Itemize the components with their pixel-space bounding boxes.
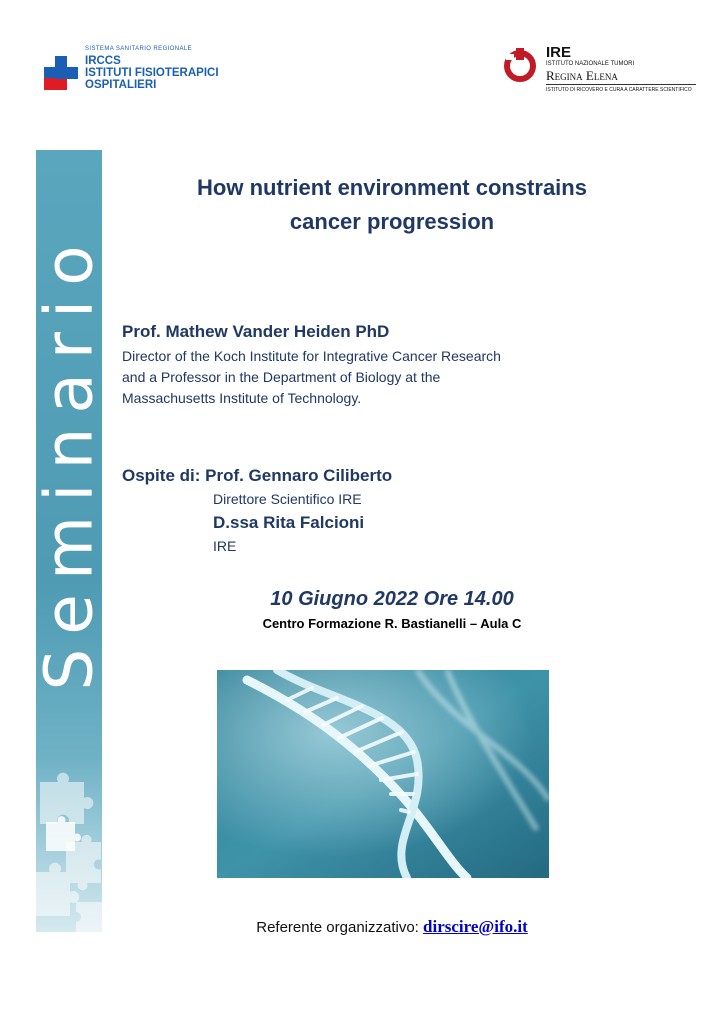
dna-helix-image <box>217 670 549 878</box>
ifo-logo-line1: IRCCS <box>85 55 121 67</box>
host-label: Ospite di: Prof. Gennaro Ciliberto <box>122 466 393 485</box>
medical-cross-icon <box>44 56 78 90</box>
event-date-time: 10 Giugno 2022 Ore 14.00 <box>270 588 514 610</box>
ire-logo-institute: ISTITUTO NAZIONALE TUMORI <box>546 61 635 67</box>
host2-name: D.ssa Rita Falcioni <box>213 513 365 532</box>
ire-logo-subtitle: ISTITUTO DI RICOVERO E CURA A CARATTERE SCIENTIFICO <box>546 87 692 93</box>
ire-logo-name: Regina Elena <box>546 68 618 83</box>
host2-role: IRE <box>213 538 237 554</box>
ifo-logo-small-line: SISTEMA SANITARIO REGIONALE <box>85 46 193 52</box>
ifo-logo-line3: OSPITALIERI <box>85 79 157 91</box>
speaker-affiliation-line: and a Professor in the Department of Biology at the <box>122 369 441 385</box>
ifo-logo <box>44 46 244 96</box>
host1-role: Direttore Scientifico IRE <box>213 491 362 507</box>
speaker-name: Prof. Mathew Vander Heiden PhD <box>122 322 390 341</box>
speaker-affiliation-line: Director of the Koch Institute for Integrative Cancer Research <box>122 348 501 364</box>
puzzle-pieces-icon <box>36 762 102 932</box>
footer-contact-label: Referente organizzativo: <box>256 919 424 936</box>
footer-contact <box>110 917 674 937</box>
ifo-logo-line2: ISTITUTI FISIOTERAPICI <box>85 67 219 79</box>
ire-logo-acronym: IRE <box>546 44 572 61</box>
seminario-side-band <box>30 150 108 932</box>
ire-logo-mark-icon <box>502 46 538 82</box>
ire-logo-divider <box>546 84 696 85</box>
contact-email-link[interactable]: dirscire@ifo.it <box>423 917 528 936</box>
seminar-title-line1: How nutrient environment constrains <box>197 175 587 200</box>
ire-logo <box>502 42 702 102</box>
event-venue: Centro Formazione R. Bastianelli – Aula C <box>262 616 522 631</box>
speaker-affiliation-line: Massachusetts Institute of Technology. <box>122 390 362 406</box>
seminar-title-line2: cancer progression <box>289 209 495 234</box>
seminario-vertical-text: Seminario <box>30 231 108 691</box>
